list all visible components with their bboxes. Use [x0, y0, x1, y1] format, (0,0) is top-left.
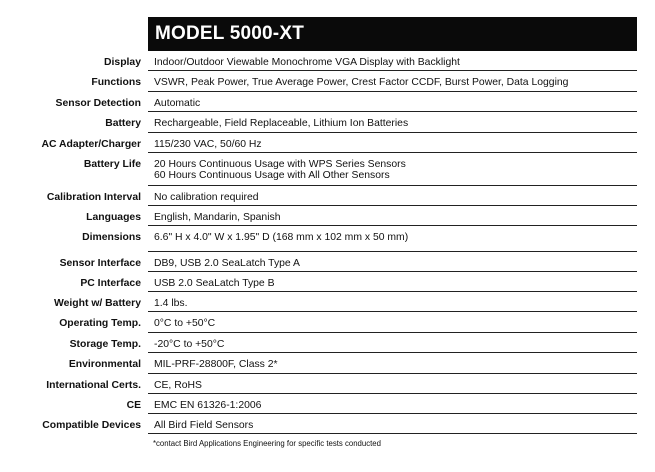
spec-value-line: MIL-PRF-28800F, Class 2* [154, 359, 278, 370]
spec-label: Weight w/ Battery [54, 298, 141, 309]
spec-row [0, 414, 655, 434]
spec-value-line: 1.4 lbs. [154, 298, 188, 309]
spec-row [0, 71, 655, 92]
spec-value-line: 0°C to +50°C [154, 318, 216, 329]
spec-label: Dimensions [82, 232, 141, 243]
spec-row [0, 394, 655, 414]
spec-row [0, 353, 655, 374]
spec-label: CE [126, 400, 141, 411]
spec-value [148, 133, 637, 153]
spec-label: AC Adapter/Charger [41, 139, 141, 150]
spec-value [148, 51, 637, 71]
spec-value-line: English, Mandarin, Spanish [154, 212, 281, 223]
spec-value-line: VSWR, Peak Power, True Average Power, Crest Factor CCDF, Burst Power, Data Logging [154, 77, 569, 88]
spec-value [148, 292, 637, 312]
spec-label: Languages [86, 212, 141, 223]
spec-value-line: 20 Hours Continuous Usage with WPS Series Sensors [154, 159, 406, 170]
spec-value [148, 186, 637, 206]
footnote: *contact Bird Applications Engineering for specific tests conducted [153, 439, 381, 448]
spec-row [0, 92, 655, 112]
spec-table [0, 51, 655, 434]
spec-label: Sensor Detection [55, 98, 141, 109]
spec-value-line: Automatic [154, 98, 201, 109]
spec-value [148, 153, 637, 186]
model-title: MODEL 5000-XT [155, 23, 305, 44]
spec-row [0, 333, 655, 353]
spec-value-line: -20°C to +50°C [154, 339, 225, 350]
spec-value-line: DB9, USB 2.0 SeaLatch Type A [154, 258, 300, 269]
spec-label: Environmental [68, 359, 141, 370]
spec-value-line: EMC EN 61326-1:2006 [154, 400, 262, 411]
spec-label: Storage Temp. [69, 339, 141, 350]
spec-value-line: CE, RoHS [154, 380, 202, 391]
spec-value [148, 414, 637, 434]
spec-row [0, 312, 655, 333]
spec-value [148, 394, 637, 414]
spec-value-line: Indoor/Outdoor Viewable Monochrome VGA Display with Backlight [154, 57, 460, 68]
spec-value [148, 353, 637, 374]
spec-value [148, 92, 637, 112]
spec-value [148, 312, 637, 333]
spec-row [0, 252, 655, 272]
spec-label: Operating Temp. [59, 318, 141, 329]
spec-row [0, 133, 655, 153]
spec-value-line: Rechargeable, Field Replaceable, Lithium Ion Batteries [154, 118, 409, 129]
spec-value [148, 112, 637, 133]
spec-value [148, 226, 637, 252]
spec-row [0, 292, 655, 312]
spec-label: International Certs. [46, 380, 141, 391]
spec-value [148, 206, 637, 226]
spec-row [0, 374, 655, 394]
spec-row [0, 112, 655, 133]
spec-label: Display [104, 57, 141, 68]
spec-label: Sensor Interface [59, 258, 141, 269]
spec-value-line: USB 2.0 SeaLatch Type B [154, 278, 275, 289]
spec-row [0, 206, 655, 226]
spec-header-bar [148, 17, 637, 51]
spec-label: Functions [91, 77, 141, 88]
spec-label: Calibration Interval [46, 192, 141, 203]
spec-value [148, 374, 637, 394]
spec-value [148, 333, 637, 353]
spec-label: Battery Life [83, 159, 141, 170]
spec-value [148, 252, 637, 272]
spec-value-line: 115/230 VAC, 50/60 Hz [154, 139, 262, 150]
spec-value-line: 6.6" H x 4.0" W x 1.95" D (168 mm x 102 mm x 50 mm) [154, 232, 409, 243]
spec-label: Battery [105, 118, 141, 129]
spec-value-line: No calibration required [154, 192, 259, 203]
spec-label: PC Interface [80, 278, 141, 289]
spec-row [0, 153, 655, 186]
spec-row [0, 226, 655, 252]
spec-row [0, 272, 655, 292]
spec-value-line: All Bird Field Sensors [154, 420, 254, 431]
spec-row [0, 186, 655, 206]
spec-value [148, 272, 637, 292]
spec-row [0, 51, 655, 71]
spec-value-line: 60 Hours Continuous Usage with All Other Sensors [154, 170, 390, 181]
spec-label: Compatible Devices [42, 420, 141, 431]
spec-value [148, 71, 637, 92]
